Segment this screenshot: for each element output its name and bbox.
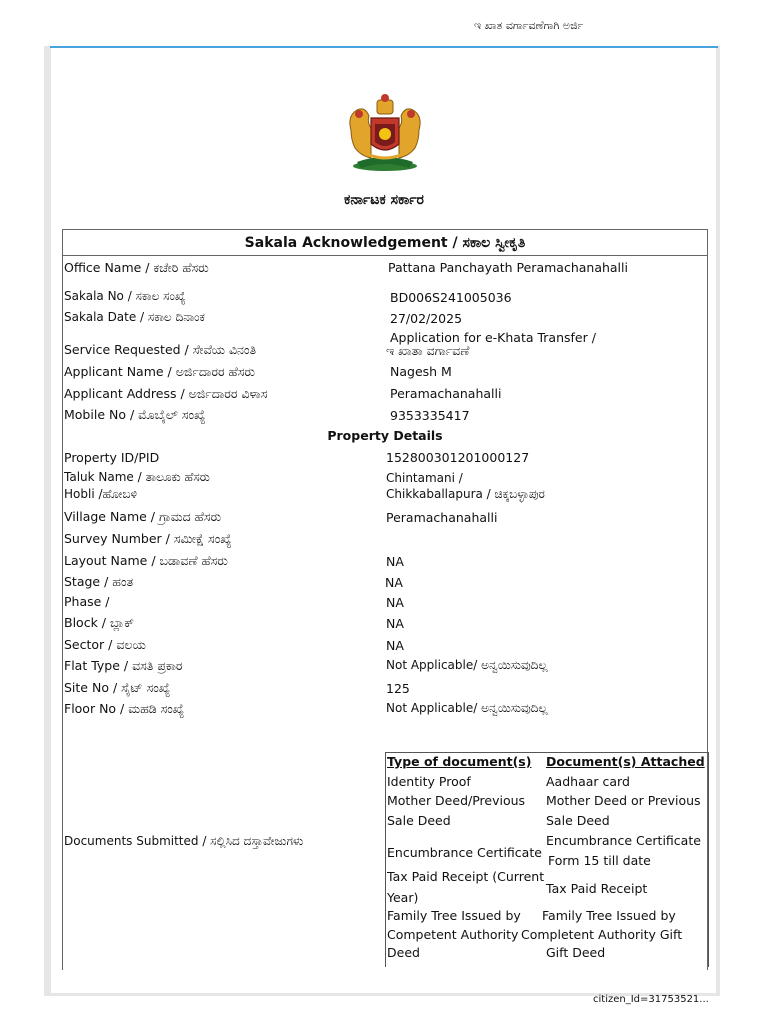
pid-label: Property ID/PID [64, 450, 160, 465]
service-requested-label: Service Requested / ಸೇವೆಯ ವಿನಂತಿ [64, 342, 257, 357]
flat-type-label: Flat Type / ವಸತಿ ಪ್ರಕಾರ [64, 658, 183, 673]
karnataka-emblem-icon [337, 92, 433, 172]
taluk-value: Chintamani / [386, 471, 463, 485]
doc-type-sale-deed: Sale Deed [387, 813, 451, 828]
site-no-label: Site No / ಸೈಟ್ ಸಂಖ್ಯೆ [64, 680, 171, 695]
citizen-id-footer: citizen_Id=31753521... [593, 994, 709, 1005]
applicant-address-value: Peramachanahalli [390, 386, 502, 401]
acknowledgement-title: Sakala Acknowledgement / ಸಕಾಲ ಸ್ವೀಕೃತಿ [62, 229, 708, 256]
top-divider [50, 46, 718, 48]
village-label: Village Name / ಗ್ರಾಮದ ಹೆಸರು [64, 509, 222, 524]
doc-attached-header: Document(s) Attached [546, 754, 705, 769]
doc-attached-mother-deed: Mother Deed or Previous [546, 793, 701, 808]
hobli-value: Chikkaballapura / ಚಿಕ್ಕಬಳ್ಳಾಪುರ [386, 487, 545, 501]
site-no-value: 125 [386, 681, 410, 696]
doc-attached-family-tree: Family Tree Issued by [542, 908, 676, 923]
floor-no-value: Not Applicable/ ಅನ್ವಯಿಸುವುದಿಲ್ಲ [386, 701, 548, 715]
documents-submitted-label: Documents Submitted / ಸಲ್ಲಿಸಿದ ದಸ್ತಾವೇಜುಗಳು [64, 834, 304, 848]
doc-attached-gift: Completent Authority Gift [521, 927, 683, 942]
taluk-label: Taluk Name / ತಾಲೂಕು ಹೆಸರು [64, 470, 210, 484]
doc-attached-encumbrance: Encumbrance Certificate [546, 833, 701, 848]
survey-label: Survey Number / ಸಮೀಕ್ಷೆ ಸಂಖ್ಯೆ [64, 531, 232, 546]
applicant-address-label: Applicant Address / ಅರ್ಜಿದಾರರ ವಿಳಾಸ [64, 386, 268, 401]
doc-type-deed: Deed [387, 945, 420, 960]
doc-type-encumbrance: Encumbrance Certificate [387, 845, 542, 860]
doc-type-header: Type of document(s) [387, 754, 532, 769]
service-requested-value-line1: Application for e-Khata Transfer / [390, 330, 596, 345]
applicant-name-value: Nagesh M [390, 364, 452, 379]
phase-value: NA [386, 595, 404, 610]
service-requested-value-line2: ಇ ಖಾತಾ ವರ್ಗಾವಣೆ [386, 343, 470, 358]
layout-value: NA [386, 554, 404, 569]
mobile-value: 9353335417 [390, 408, 470, 423]
sakala-date-label: Sakala Date / ಸಕಾಲ ದಿನಾಂಕ [64, 310, 205, 324]
top-title: ಇ ಖಾತ ವರ್ಗಾವಣೆಗಾಗಿ ಅರ್ಜಿ [474, 19, 584, 32]
block-label: Block / ಬ್ಲಾಕ್ [64, 615, 135, 630]
phase-label: Phase / [64, 594, 110, 609]
mobile-label: Mobile No / ಮೊಬೈಲ್ ಸಂಖ್ಯೆ [64, 407, 206, 422]
stage-value: NA [385, 575, 403, 590]
doc-attached-tax-receipt: Tax Paid Receipt [546, 881, 648, 896]
stage-label: Stage / ಹಂತ [64, 574, 134, 589]
flat-type-value: Not Applicable/ ಅನ್ವಯಿಸುವುದಿಲ್ಲ [386, 658, 548, 672]
applicant-name-label: Applicant Name / ಅರ್ಜಿದಾರರ ಹೆಸರು [64, 364, 255, 379]
hobli-label: Hobli /ಹೋಬಳಿ [64, 487, 138, 501]
sakala-no-label: Sakala No / ಸಕಾಲ ಸಂಖ್ಯೆ [64, 289, 186, 303]
doc-attached-aadhaar: Aadhaar card [546, 774, 630, 789]
doc-attached-form15: Form 15 till date [548, 853, 651, 868]
floor-no-label: Floor No / ಮಹಡಿ ಸಂಖ್ಯೆ [64, 701, 185, 716]
village-value: Peramachanahalli [386, 510, 498, 525]
sakala-date-value: 27/02/2025 [390, 311, 463, 326]
doc-type-family-tree: Family Tree Issued by [387, 908, 521, 923]
doc-attached-sale-deed: Sale Deed [546, 813, 610, 828]
layout-label: Layout Name / ಬಡಾವಣೆ ಹೆಸರು [64, 553, 228, 568]
doc-type-mother-deed: Mother Deed/Previous [387, 793, 526, 808]
pid-value: 152800301201000127 [386, 450, 530, 465]
doc-type-identity: Identity Proof [387, 774, 471, 789]
government-title: ಕರ್ನಾಟಕ ಸರ್ಕಾರ [344, 192, 424, 208]
office-name-value: Pattana Panchayath Peramachanahalli [388, 260, 628, 275]
property-details-heading: Property Details [327, 428, 443, 443]
sakala-no-value: BD006S241005036 [390, 290, 512, 305]
sector-label: Sector / ವಲಯ [64, 637, 146, 652]
sector-value: NA [386, 638, 404, 653]
block-value: NA [386, 616, 404, 631]
office-name-label: Office Name / ಕಚೇರಿ ಹೆಸರು [64, 260, 209, 275]
doc-type-tax-receipt-year: Year) [387, 890, 419, 905]
doc-type-tax-receipt: Tax Paid Receipt (Current [387, 869, 545, 884]
doc-attached-gift-deed: Gift Deed [546, 945, 606, 960]
doc-type-competent-authority: Competent Authority [387, 927, 519, 942]
